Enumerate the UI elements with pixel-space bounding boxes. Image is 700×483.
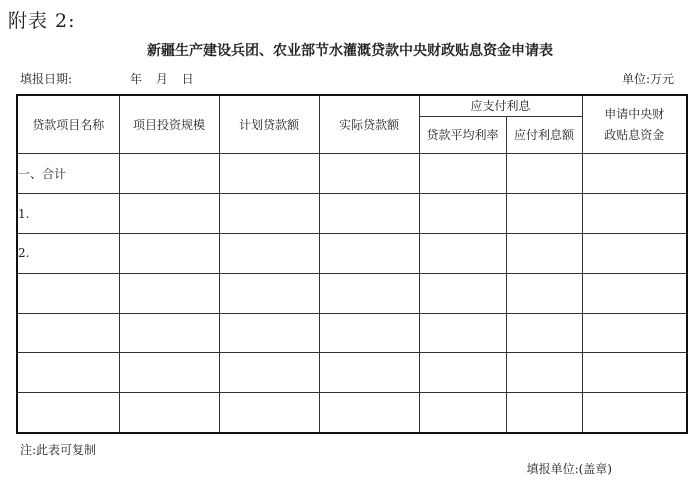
table-cell[interactable]: [119, 273, 219, 313]
table-cell[interactable]: [219, 154, 319, 194]
table-cell[interactable]: [506, 194, 582, 234]
table-row: [17, 393, 687, 433]
table-cell[interactable]: [219, 273, 319, 313]
table-cell[interactable]: [319, 154, 419, 194]
table-cell[interactable]: [419, 313, 506, 353]
table-cell[interactable]: [119, 313, 219, 353]
subsidy-application-table: [16, 94, 688, 434]
row-label: [17, 313, 119, 353]
header-project-investment-scale: 项目投资规模: [119, 95, 219, 154]
table-row-total: [17, 154, 687, 194]
table-cell[interactable]: [219, 194, 319, 234]
header-loan-project-name: 贷款项目名称: [17, 95, 119, 154]
table-cell[interactable]: [219, 353, 319, 393]
header-avg-loan-rate: 贷款平均利率: [419, 117, 506, 154]
header-actual-loan-amount: 实际贷款额: [319, 95, 419, 154]
table-cell[interactable]: [319, 194, 419, 234]
table-cell[interactable]: [319, 313, 419, 353]
table-row: [17, 353, 687, 393]
table-cell[interactable]: [419, 393, 506, 433]
header-requested-subsidy: [582, 95, 687, 154]
row-label: [17, 393, 119, 433]
table-cell[interactable]: [582, 313, 687, 353]
unit-label: 单位:万元: [621, 72, 674, 86]
table-cell[interactable]: [319, 273, 419, 313]
table-cell[interactable]: [582, 154, 687, 194]
date-label: 填报日期:: [20, 72, 73, 86]
table-cell[interactable]: [506, 353, 582, 393]
attachment-label: 附表 2:: [8, 10, 76, 32]
table-cell[interactable]: [506, 233, 582, 273]
table-row: [17, 233, 687, 273]
date-fields: 年 月 日: [130, 72, 194, 86]
table-cell[interactable]: [506, 273, 582, 313]
table-cell[interactable]: [219, 233, 319, 273]
table-row: [17, 313, 687, 353]
table-cell[interactable]: [119, 154, 219, 194]
row-label: [17, 353, 119, 393]
table-cell[interactable]: [419, 353, 506, 393]
form-title: 新疆生产建设兵团、农业部节水灌溉贷款中央财政贴息资金申请表: [147, 43, 553, 59]
table-cell[interactable]: [506, 393, 582, 433]
table-cell[interactable]: [582, 194, 687, 234]
table-cell[interactable]: [319, 393, 419, 433]
table-cell[interactable]: [219, 313, 319, 353]
header-interest-amount-payable: 应付利息额: [506, 117, 582, 154]
table-cell[interactable]: [582, 353, 687, 393]
row-label: 1.: [17, 194, 119, 234]
table-cell[interactable]: [319, 233, 419, 273]
table-cell[interactable]: [219, 393, 319, 433]
table-cell[interactable]: [119, 393, 219, 433]
table-row: [17, 273, 687, 313]
header-requested-subsidy-text: 申请中央财政贴息资金: [604, 106, 665, 142]
table-cell[interactable]: [419, 233, 506, 273]
table-cell[interactable]: [419, 154, 506, 194]
filing-unit-seal: 填报单位:(盖章): [526, 462, 612, 476]
table-cell[interactable]: [582, 233, 687, 273]
row-label: [17, 273, 119, 313]
table-row: [17, 194, 687, 234]
table-cell[interactable]: [119, 233, 219, 273]
table-cell[interactable]: [506, 154, 582, 194]
header-interest-payable: 应支付利息: [419, 95, 582, 117]
copy-note: 注:此表可复制: [20, 443, 97, 457]
table-cell[interactable]: [119, 353, 219, 393]
table-cell[interactable]: [419, 273, 506, 313]
table-cell[interactable]: [419, 194, 506, 234]
header-planned-loan-amount: 计划贷款额: [219, 95, 319, 154]
table-cell[interactable]: [319, 353, 419, 393]
table-cell[interactable]: [506, 313, 582, 353]
table-cell[interactable]: [582, 273, 687, 313]
table-cell[interactable]: [119, 194, 219, 234]
table-cell[interactable]: [582, 393, 687, 433]
row-label: 2.: [17, 233, 119, 273]
row-label: 一、合计: [17, 154, 119, 194]
